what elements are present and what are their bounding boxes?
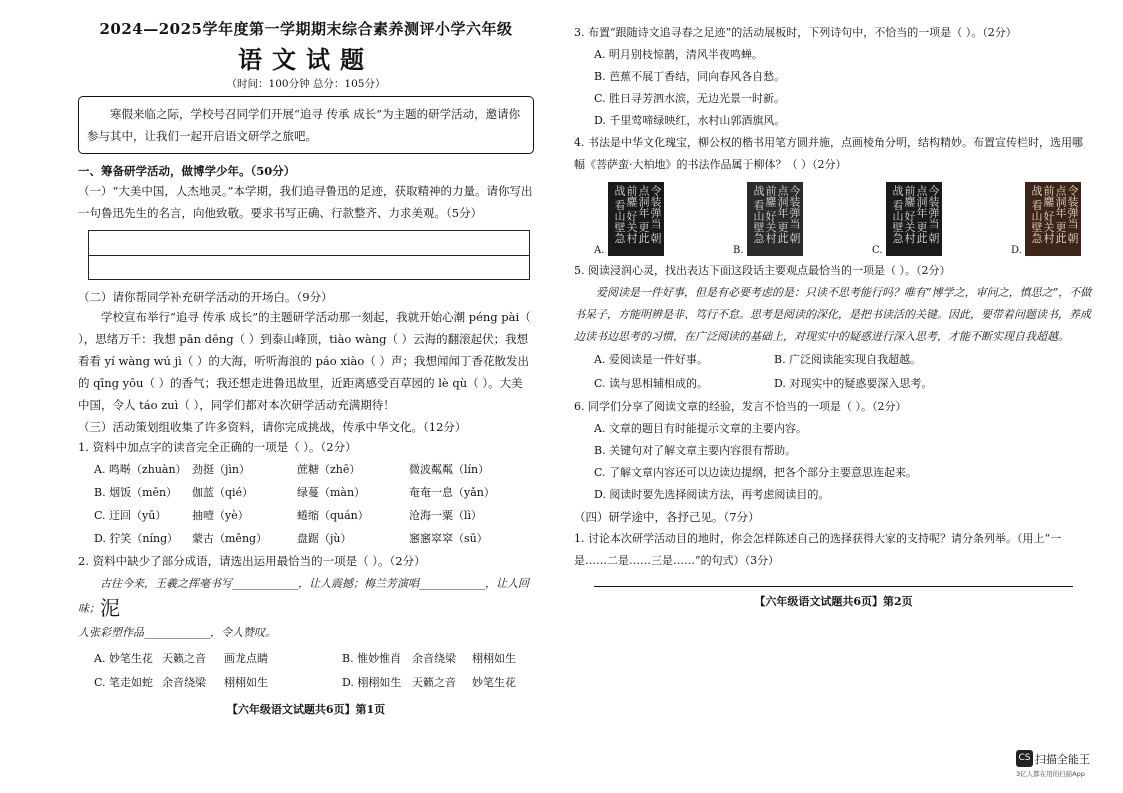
option-cell: 余音绕梁: [412, 652, 456, 665]
option-item: B. 芭蕉不展丁香结，同向春风各自愁。: [594, 70, 786, 83]
question-3-6: 6. 同学们分享了阅读文章的经验，发言不恰当的一项是（ ）。（2分）: [574, 400, 907, 413]
option-cell: 微波粼粼（lín）: [409, 463, 490, 476]
reading-passage: 爱阅读是一件好事，但是有必要考虑的是：只读不思考能行吗？唯有“博学之，审问之，慎思之”，不做书呆子，方能明辨是非、笃行不怠。思考是阅读的深化，是把书读活的关键。因此，要带着问题读书，养成边读书边思考的习惯，在广泛阅读的基础上，对现实中的疑惑进行深入思考，才能不断实现自我超越。: [574, 286, 1092, 343]
option-item: D. 阅读时要先选择阅读方法，再考虑阅读目的。: [594, 488, 830, 501]
option-cell: 天籁之音: [162, 652, 206, 665]
option-cell: 栩栩如生: [224, 676, 268, 689]
option-cell: 盘踞（jù）: [297, 532, 352, 545]
option-cell: 蒙古（měng）: [192, 532, 268, 545]
calligraphy-option[interactable]: [1011, 182, 1081, 256]
question-3-4: 4. 书法是中华文化瑰宝，柳公权的楷书用笔方圆并施，点画棱角分明，结构精妙。布置宣传栏时，选用哪幅《菩萨蛮·大柏地》的书法作品属于柳体？（ ）（2分）: [574, 136, 1083, 171]
option-cell: 窸窸窣窣（sū）: [409, 532, 488, 545]
option-cell: A. 爱阅读是一件好事。: [594, 353, 708, 366]
question-3-1: 1. 资料中加点字的读音完全正确的一项是（ ）。（2分）: [78, 440, 357, 454]
option-cell: C. 迂回（yū）: [94, 509, 167, 522]
question-4-1: 1. 讨论本次研学活动目的地时，你会怎样陈述自己的选择获得大家的支持呢？请分条列举。（用上“一是……二是……三是……”的句式）（3分）: [574, 532, 1062, 567]
handwritten-glyph: 泥: [100, 596, 120, 620]
page-footer: 【六年级语文试题共6页】第2页: [754, 595, 913, 608]
idiom-passage-line-1: [78, 572, 534, 621]
option-cell: 妙笔生花: [472, 676, 516, 689]
option-row: [78, 458, 534, 481]
answer-writing-box[interactable]: [88, 230, 530, 280]
option-item: C. 胜日寻芳泗水滨，无边光景一时新。: [594, 92, 786, 105]
exam-title: 2024—2025学年度第一学期期末综合素养测评小学六年级: [99, 20, 513, 38]
page-footer: 【六年级语文试题共6页】第1页: [226, 703, 386, 716]
option-row: [78, 481, 534, 504]
pronunciation-options: [78, 458, 534, 550]
option-item: D. 千里莺啼绿映红，水村山郭酒旗风。: [594, 114, 786, 127]
option-cell: A. 妙笔生花: [94, 652, 153, 665]
question-3-5: 5. 阅读浸润心灵，找出表达下面这段话主要观点最恰当的一项是（ ）。（2分）: [574, 264, 951, 277]
section-1-heading: 一、筹备研学活动，做博学少年。（50分）: [78, 164, 296, 178]
option-cell: 画龙点睛: [224, 652, 268, 665]
option-cell: 伽蓝（qié）: [192, 486, 254, 499]
option-item: B. 关键句对了解文章主要内容很有帮助。: [594, 444, 797, 457]
question-2-passage: 学校宣布举行“追寻 传承 成长”的主题研学活动那一刻起，我就开始心潮 péng pài（ ），思绪万千：我想 pān dēng（ ）到泰山峰顶，tiào wàng（ ）云海的翻滚起伏；我想看看 yí wàng wú jì（ ）的大海，听听海浪的 páo xiào（ ）声；我想闻闻丁香花散发出的 qīng yōu（ ）的香气；我还想走进鲁迅故里，近距离感受百草园的 lè qù（ ）。大美中国，令人 táo zuì（ ），同学们都对本次研学活动充满期待！: [78, 310, 531, 412]
calligraphy-options: [594, 182, 1081, 256]
option-cell: 余音绕梁: [162, 676, 206, 689]
option-row: [94, 671, 534, 695]
option-cell: D. 狞笑（níng）: [94, 532, 179, 545]
option-cell: B. 广泛阅读能实现自我超越。: [774, 353, 922, 366]
question-3-3: 3. 布置“跟随诗文追寻春之足迹”的活动展板时，下列诗句中，不恰当的一项是（ ）。（2分）: [574, 26, 1017, 39]
watermark-tagline: 3亿人都在用的扫描App: [1016, 770, 1085, 778]
subject-title: 语文试题: [238, 45, 374, 74]
option-row: [94, 647, 534, 671]
idiom-passage-line-2: 人张彩塑作品____________，令人赞叹。: [78, 626, 276, 639]
cs-logo-icon: CS: [1016, 750, 1033, 767]
option-cell: B. 烟饭（mēn）: [94, 486, 178, 499]
option-cell: 劲挺（jìn）: [192, 463, 251, 476]
option-row: [594, 372, 1093, 396]
option-label: A.: [594, 245, 605, 256]
option-label: B.: [733, 245, 744, 256]
calligraphy-option[interactable]: [594, 182, 664, 256]
reading-options: [574, 348, 1093, 396]
option-row: [594, 348, 1093, 372]
calligraphy-image: 今装弹当 朝点洞年 更此前鏖 好关村战 看山壁急: [747, 182, 803, 256]
option-row: [78, 527, 534, 550]
option-cell: 栩栩如生: [472, 652, 516, 665]
option-cell: D. 对现实中的疑惑要深入思考。: [774, 377, 933, 390]
option-cell: 天籁之音: [412, 676, 456, 689]
scanner-watermark: [1016, 748, 1110, 778]
option-label: C.: [872, 245, 883, 256]
option-cell: C. 读与思相辅相成的。: [594, 377, 709, 390]
calligraphy-image: 令装弹当 朝点洞年 更此前鏖 好关村战 看山壁急: [608, 182, 664, 256]
question-1: （一）“大美中国，人杰地灵。”本学期，我们追寻鲁迅的足迹，获取精神的力量。请你写出一句鲁迅先生的名言，向他致敬。要求书写正确、行款整齐、力求美观。（5分）: [78, 184, 533, 220]
exam-meta: （时间：100分钟 总分：105分）: [226, 78, 386, 90]
option-row: [78, 504, 534, 527]
question-4-heading: （四）研学途中，各抒己见。（7分）: [574, 510, 760, 524]
watermark-name: 扫描全能王: [1035, 752, 1090, 766]
calligraphy-image: 今装弹当 朝点洞年 更此前鏖 好关村战 看山壁急: [886, 182, 942, 256]
option-cell: 抽噎（yè）: [192, 509, 249, 522]
option-cell: D. 栩栩如生: [342, 676, 402, 689]
option-label: D.: [1011, 245, 1022, 256]
page-2: [560, 0, 1123, 793]
option-cell: 绿蔓（màn）: [297, 486, 366, 499]
option-item: A. 明月别枝惊鹊，清风半夜鸣蝉。: [594, 48, 763, 61]
idiom-options: [78, 647, 534, 695]
page-1: [0, 0, 560, 793]
question-3-2: 2. 资料中缺少了部分成语，请选出运用最恰当的一项是（ ）。（2分）: [78, 554, 426, 568]
intro-box: [78, 96, 534, 154]
option-cell: 沧海一粟（lì）: [409, 509, 483, 522]
question-2-heading: （二）请你帮同学补充研学活动的开场白。（9分）: [78, 290, 333, 304]
option-cell: 蔗糖（zhē）: [297, 463, 361, 476]
option-cell: A. 鸣啭（zhuàn）: [94, 463, 187, 476]
option-item: A. 文章的题目有时能提示文章的主要内容。: [594, 422, 807, 435]
experience-options: [574, 418, 1093, 506]
answer-line[interactable]: [594, 586, 1073, 587]
idiom-passage-text: 古往今来，王羲之挥毫书写____________，让人震撼；梅兰芳演唱____________，让人回味；: [78, 577, 529, 615]
option-cell: C. 笔走如蛇: [94, 676, 154, 689]
option-cell: 奄奄一息（yǎn）: [409, 486, 495, 499]
option-cell: 蜷缩（quán）: [297, 509, 369, 522]
calligraphy-option[interactable]: [872, 182, 942, 256]
option-item: C. 了解文章内容还可以边读边提纲，把各个部分主要意思连起来。: [594, 466, 918, 479]
calligraphy-image: 令装弹当 朝点洞年 更此前鏖 好关村战 看山壁急: [1025, 182, 1081, 256]
question-3-heading: （三）活动策划组收集了许多资料，请你完成挑战，传承中华文化。（12分）: [78, 420, 467, 434]
calligraphy-option[interactable]: [733, 182, 803, 256]
intro-text: 寒假来临之际，学校号召同学们开展“追寻 传承 成长”为主题的研学活动，邀请你参与其中，让我们一起开启语文研学之旅吧。: [87, 107, 521, 143]
option-cell: B. 惟妙惟肖: [342, 652, 402, 665]
poem-options: [574, 44, 1093, 132]
